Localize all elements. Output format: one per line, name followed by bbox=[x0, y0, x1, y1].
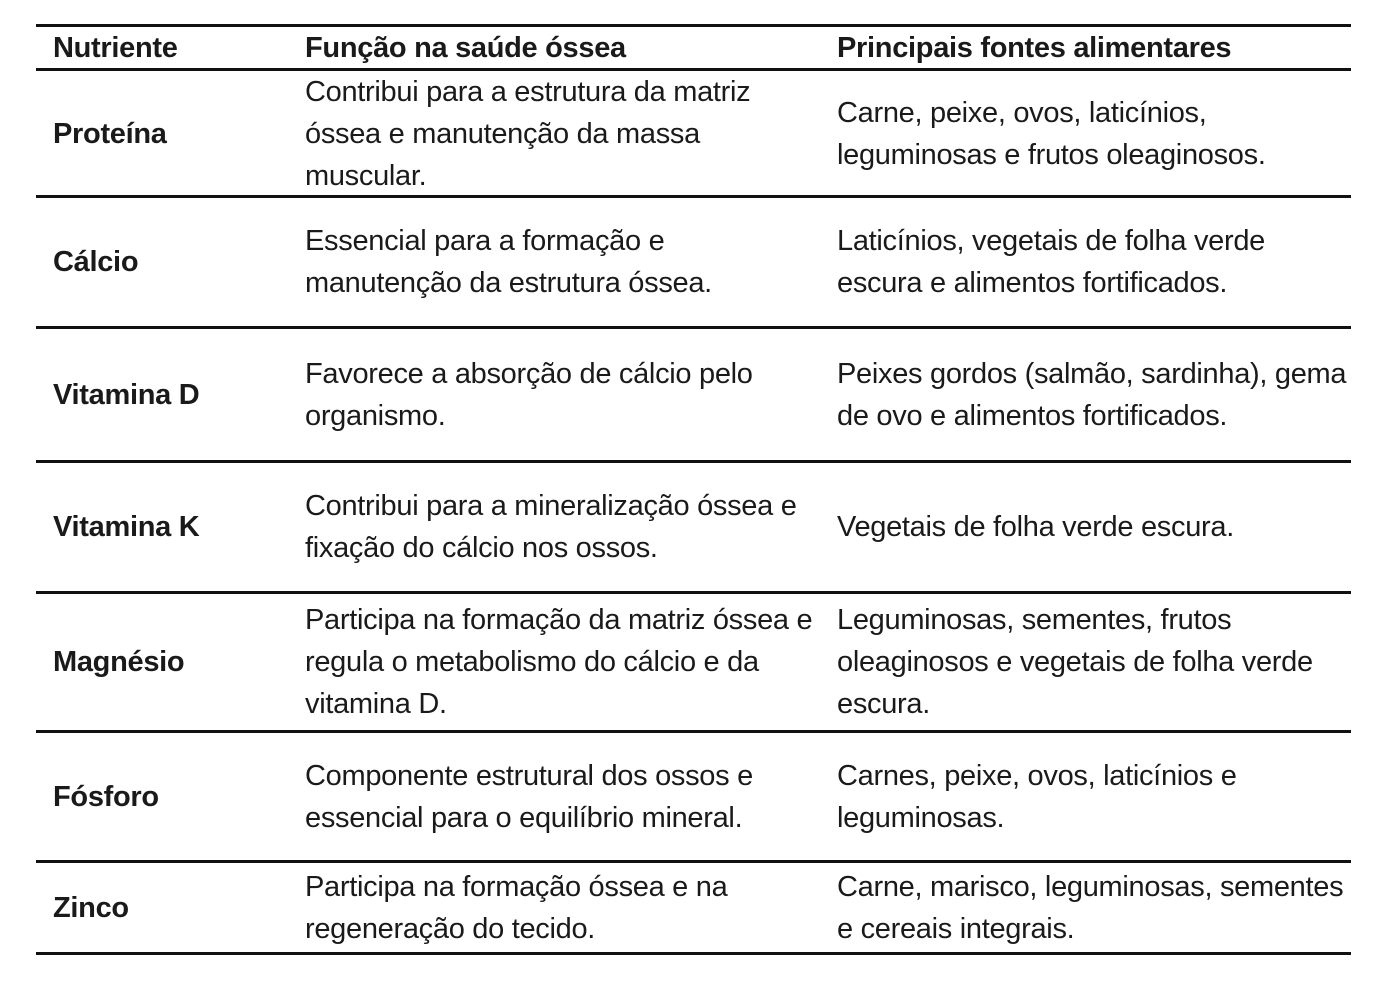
nutrient-function: Contribui para a mineralização óssea e fixação do cálcio nos ossos. bbox=[305, 490, 797, 564]
table-row bbox=[36, 198, 1351, 329]
header-nutrient: Nutriente bbox=[53, 32, 178, 64]
table-row bbox=[36, 863, 1351, 955]
table-row bbox=[36, 329, 1351, 463]
nutrient-function: Componente estrutural dos ossos e essencial para o equilíbrio mineral. bbox=[305, 759, 753, 834]
nutrient-function: Participa na formação óssea e na regeneração do tecido. bbox=[305, 870, 728, 945]
nutrient-sources: Carne, peixe, ovos, laticínios, leguminosas e frutos oleaginosos. bbox=[837, 97, 1266, 171]
nutrient-function: Essencial para a formação e manutenção da estrutura óssea. bbox=[305, 225, 712, 299]
table-row bbox=[36, 733, 1351, 863]
nutrient-name: Zinco bbox=[53, 891, 129, 924]
nutrient-name: Fósforo bbox=[53, 780, 159, 813]
nutrient-sources: Carne, marisco, leguminosas, sementes e cereais integrais. bbox=[837, 870, 1344, 945]
table-row bbox=[36, 594, 1351, 733]
nutrient-sources: Peixes gordos (salmão, sardinha), gema de ovo e alimentos fortificados. bbox=[837, 357, 1347, 432]
nutrient-name: Vitamina D bbox=[53, 378, 200, 411]
nutrient-function: Contribui para a estrutura da matriz óssea e manutenção da massa muscular. bbox=[305, 76, 751, 192]
table-row bbox=[36, 463, 1351, 594]
nutrient-sources: Laticínios, vegetais de folha verde escura e alimentos fortificados. bbox=[837, 225, 1265, 299]
header-function: Função na saúde óssea bbox=[305, 32, 626, 64]
nutrient-table bbox=[36, 24, 1351, 955]
nutrient-function: Participa na formação da matriz óssea e regula o metabolismo do cálcio e da vitamina D. bbox=[305, 604, 813, 720]
nutrient-function: Favorece a absorção de cálcio pelo organismo. bbox=[305, 357, 753, 432]
nutrient-name: Cálcio bbox=[53, 246, 139, 278]
table-header-row bbox=[36, 24, 1351, 71]
nutrient-name: Proteína bbox=[53, 118, 167, 150]
nutrient-sources: Vegetais de folha verde escura. bbox=[837, 511, 1234, 543]
nutrient-name: Vitamina K bbox=[53, 511, 200, 543]
table-row bbox=[36, 71, 1351, 198]
nutrient-sources: Leguminosas, sementes, frutos oleaginosos e vegetais de folha verde escura. bbox=[837, 604, 1313, 720]
header-sources: Principais fontes alimentares bbox=[837, 32, 1232, 64]
nutrient-name: Magnésio bbox=[53, 646, 185, 678]
nutrient-sources: Carnes, peixe, ovos, laticínios e leguminosas. bbox=[837, 759, 1237, 834]
